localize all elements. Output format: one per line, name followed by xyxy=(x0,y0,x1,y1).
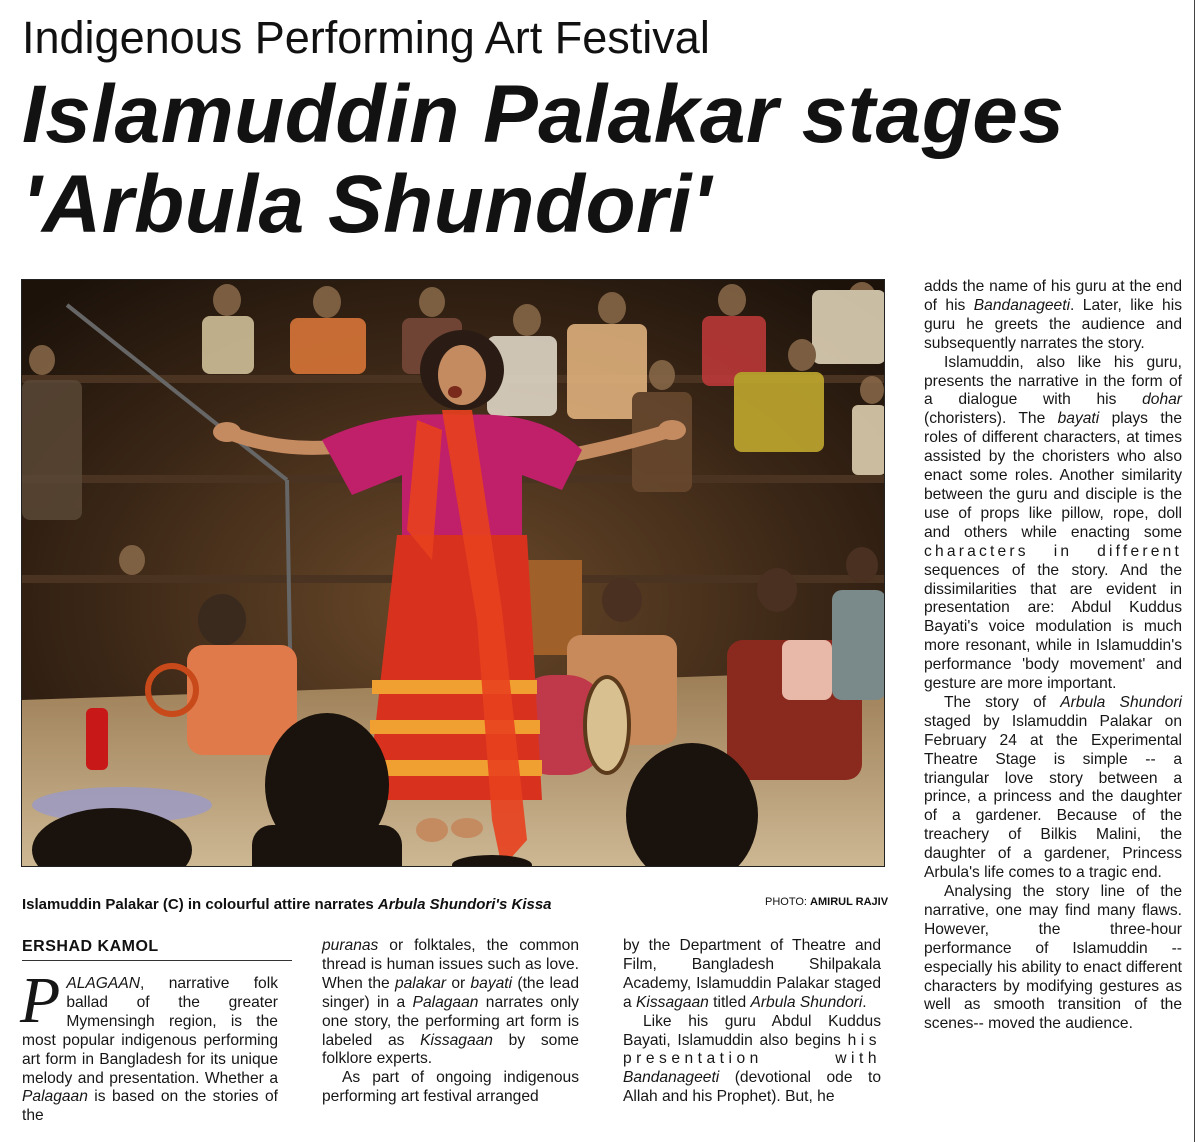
italic-term: puranas xyxy=(322,937,379,954)
italic-term: Arbula Shundori xyxy=(750,993,863,1011)
text-run: (devotional ode to Allah and his Prophet). But, he xyxy=(623,1069,881,1106)
text-run: . Later, like his guru he greets the audience and subsequently narrates the story. xyxy=(924,296,1182,352)
credit-name: AMIRUL RAJIV xyxy=(810,896,889,908)
text-run: (choristers). The xyxy=(924,410,1058,428)
italic-term: ALAGAAN xyxy=(66,975,140,992)
text-run: or folktales, the common thread is human issues such as love. When the xyxy=(322,937,579,992)
text-run: plays the roles of different characters, at times assisted by the choristers who also enact some roles. Another similarity between the guru and disciple is the use of props like pillow, rope, doll and others while enacting some xyxy=(924,410,1182,541)
byline: ERSHAD KAMOL xyxy=(22,938,159,955)
italic-term: palakar xyxy=(394,974,447,992)
byline-rule xyxy=(22,960,292,961)
paragraph xyxy=(322,937,579,1069)
text-run: . xyxy=(862,993,867,1011)
paragraph xyxy=(924,354,1182,694)
text-run: staged by Islamuddin Palakar on February 24 at the Experimental Theatre Stage is simple -- a triangular love story between a prince, a princess and the daughter of a gardener. Because of the treachery of Bilkis Malini, the daughter of a gardener, Princess Arbula's life comes to a tragic end. xyxy=(924,712,1182,882)
text-run: is based on the stories of the xyxy=(22,1088,278,1125)
italic-term: Arbula Shundori xyxy=(1060,693,1182,711)
headline-line-1: Islamuddin Palakar stages xyxy=(22,69,1065,160)
text-run: Islamuddin, also like his guru, presents the narrative in the form of a dialogue with his xyxy=(924,353,1182,409)
text-run: Like his guru Abdul Kuddus Bayati, Islamuddin also begins xyxy=(623,1012,881,1049)
text-run-spaced: characters in different xyxy=(924,542,1182,560)
text-run: adds the name of his guru at the end of his xyxy=(924,278,1182,314)
italic-term: Bandanageeti xyxy=(623,1069,720,1087)
caption-text: Islamuddin Palakar (C) in colourful attire narrates xyxy=(22,896,378,913)
italic-term: bayati xyxy=(470,974,513,992)
italic-term: Kissagaan xyxy=(420,1031,493,1049)
photo-illustration xyxy=(22,280,885,867)
italic-term: Bandanageeti xyxy=(973,296,1071,314)
italic-term: Kissagaan xyxy=(636,993,709,1011)
paragraph xyxy=(623,937,881,1013)
italic-term: Palagaan xyxy=(412,993,479,1011)
article-kicker: Indigenous Performing Art Festival xyxy=(22,12,710,63)
italic-term: Palagaan xyxy=(22,1088,88,1106)
italic-term: bayati xyxy=(1057,410,1100,428)
paragraph xyxy=(924,694,1182,883)
text-run: , narrative folk ballad of the greater Mymensingh region, is the most popular indigenous performing art form in Bangladesh for its unique melody and presentation. Whether a xyxy=(22,975,278,1087)
credit-prefix: PHOTO: xyxy=(765,896,811,908)
text-run: narrates only one story, the performing art form is labeled as xyxy=(322,993,579,1049)
text-run: by some folklore experts. xyxy=(322,1031,579,1068)
photo-caption xyxy=(22,896,722,913)
photo-credit xyxy=(765,896,888,908)
text-run-spaced: his presentation with xyxy=(623,1031,881,1068)
article-column-2 xyxy=(322,937,579,1107)
text-run: or xyxy=(446,974,471,992)
paragraph: As part of ongoing indigenous performing art festival arranged xyxy=(322,1069,579,1106)
article-column-3 xyxy=(623,937,881,1107)
article-column-1 xyxy=(20,964,278,1126)
article-headline xyxy=(22,70,1172,250)
text-run: sequences of the story. And the dissimilarities that are evident in presentation are: Abdul Kuddus Bayati's voice modulation is much more resonant, while in Islamuddin's performance 'body movement' and gesture are more important. xyxy=(924,561,1182,693)
paragraph xyxy=(623,1013,881,1108)
text-run: The story of xyxy=(944,693,1061,711)
article-column-4 xyxy=(924,278,1182,1034)
stage-performance-photo xyxy=(21,279,885,867)
text-run: by the Department of Theatre and Film, Bangladesh Shilpakala Academy, Islamuddin Palakar staged a xyxy=(623,937,881,1011)
headline-line-2: 'Arbula Shundori' xyxy=(22,159,712,250)
paragraph: Analysing the story line of the narrative, one may find many flaws. However, the three-hour performance of Islamuddin -- especially his ability to enact different characters by modifying gestures as well as smooth transition of the scenes-- moved the audience. xyxy=(924,883,1182,1033)
paragraph xyxy=(924,278,1182,354)
text-run: titled xyxy=(708,993,751,1011)
italic-term: dohar xyxy=(1142,391,1182,409)
page-edge-rule xyxy=(1194,0,1195,1142)
caption-italic: Arbula Shundori's Kissa xyxy=(377,896,552,913)
paragraph xyxy=(20,964,278,1126)
drop-cap: P xyxy=(20,964,61,1037)
text-run: (the lead singer) in a xyxy=(322,974,579,1011)
